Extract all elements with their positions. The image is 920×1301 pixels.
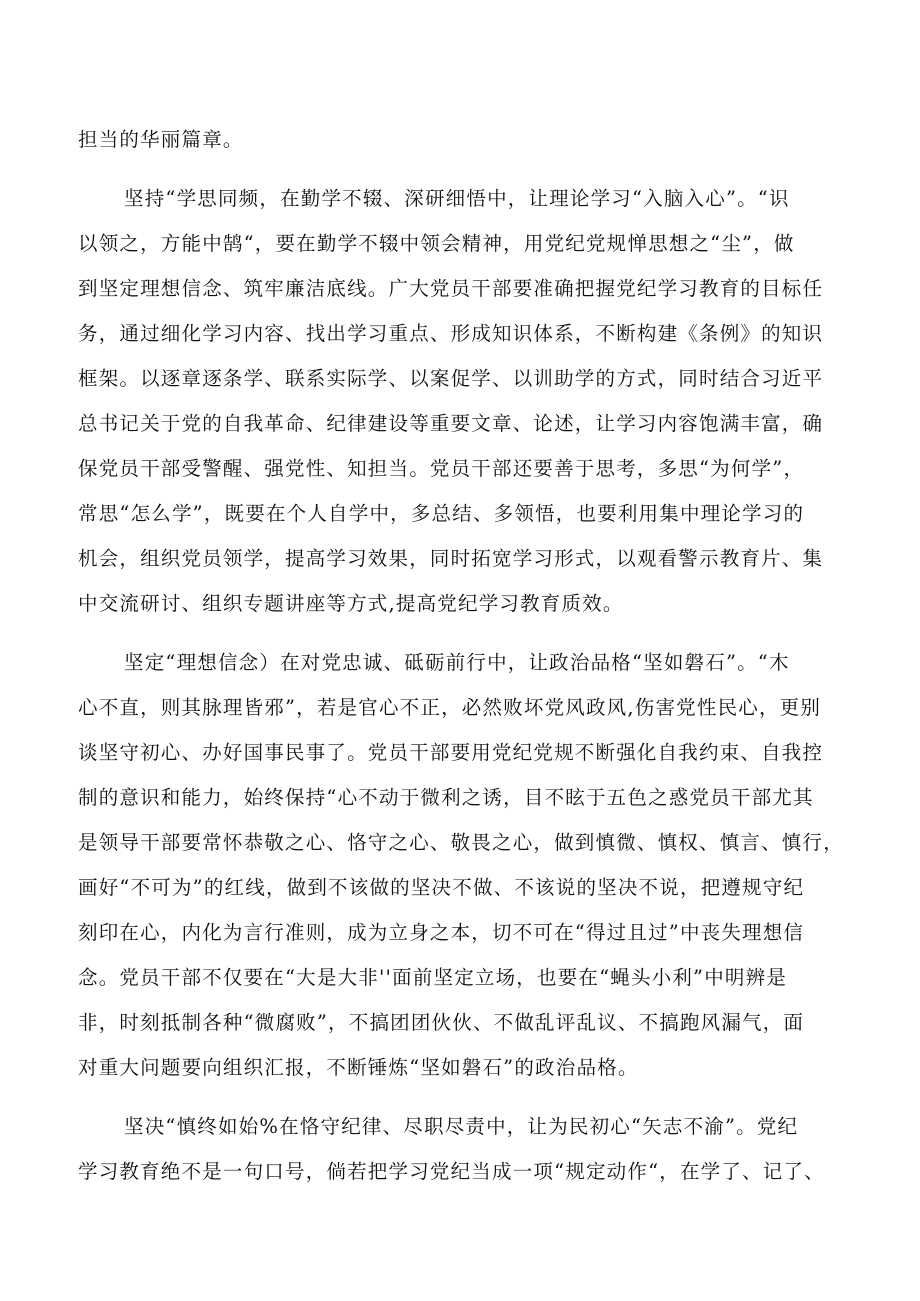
text-line: 以领之，方能中鹄“，要在勤学不辍中领会精神，用党纪党规惮思想之“尘”，做 — [78, 232, 795, 255]
text-line: 制的意识和能力，始终保持“心不动于微利之诱，目不眩于五色之惑党员干部尤其 — [78, 786, 814, 809]
paragraph-first-line: 坚持“学思同频，在勤学不辍、深研细悟中，让理论学习“入脑入心”。“识 — [124, 187, 790, 210]
text-line: 刻印在心，内化为言行准则，成为立身之本，切不可在“得过且过”中丧失理想信 — [78, 921, 805, 944]
text-line: 担当的华丽篇章。 — [78, 128, 244, 151]
paragraph-first-line: 坚定“理想信念）在对党忠诚、砥砺前行中，让政治品格“坚如磐石”。“木 — [124, 651, 790, 674]
text-line: 保党员干部受警醒、强党性、知担当。党员干部还要善于思考，多思“为何学”， — [78, 457, 805, 480]
text-line: 念。党员干部不仅要在“大是大非''面前坚定立场，也要在“蝇头小利”中明辨是 — [78, 966, 788, 989]
text-line: 机会，组织党员领学，提高学习效果，同时拓宽学习形式，以观看警示教育片、集 — [78, 547, 824, 570]
paragraph-first-line: 坚决“慎终如始%在恪守纪律、尽职尽责中，让为民初心“矢志不渝”。党纪 — [124, 1115, 799, 1138]
text-line: 到坚定理想信念、筑牢廉洁底线。广大党员干部要准确把握党纪学习教育的目标任 — [78, 277, 824, 300]
text-line: 务，通过细化学习内容、找出学习重点、形成知识体系，不断构建《条例》的知识 — [78, 322, 824, 345]
text-line: 谈坚守初心、办好国事民事了。党员干部要用党纪党规不断强化自我约束、自我控 — [78, 741, 824, 764]
text-line: 画好“不可为”的红线，做到不该做的坚决不做、不该说的坚决不说，把遵规守纪 — [78, 876, 805, 899]
text-line: 对重大问题要向组织汇报，不断锤炼“坚如磐石”的政治品格。 — [78, 1056, 639, 1079]
text-line: 学习教育绝不是一句口号，倘若把学习党纪当成一项“规定动作“，在学了、记了、 — [78, 1160, 825, 1183]
text-line: 常思“怎么学”，既要在个人自学中，多总结、多领悟，也要利用集中理论学习的 — [78, 502, 805, 525]
text-line: 中交流研讨、组织专题讲座等方式,提高党纪学习教育质效。 — [78, 592, 624, 615]
text-line: 框架。以逐章逐条学、联系实际学、以案促学、以训助学的方式，同时结合习近平 — [78, 367, 824, 390]
text-line: 非，时刻抵制各种“微腐败”，不搞团团伙伙、不做乱评乱议、不搞跑风漏气，面 — [78, 1011, 805, 1034]
text-line: 心不直，则其脉理皆邪”，若是官心不正，必然败坏党风政风,伤害党性民心，更别 — [78, 696, 822, 719]
text-line: 总书记关于党的自我革命、纪律建设等重要文章、论述，让学习内容饱满丰富，确 — [78, 412, 824, 435]
text-line: 是领导干部要常怀恭敬之心、恪守之心、敬畏之心，做到慎微、慎权、慎言、慎行， — [78, 831, 844, 854]
